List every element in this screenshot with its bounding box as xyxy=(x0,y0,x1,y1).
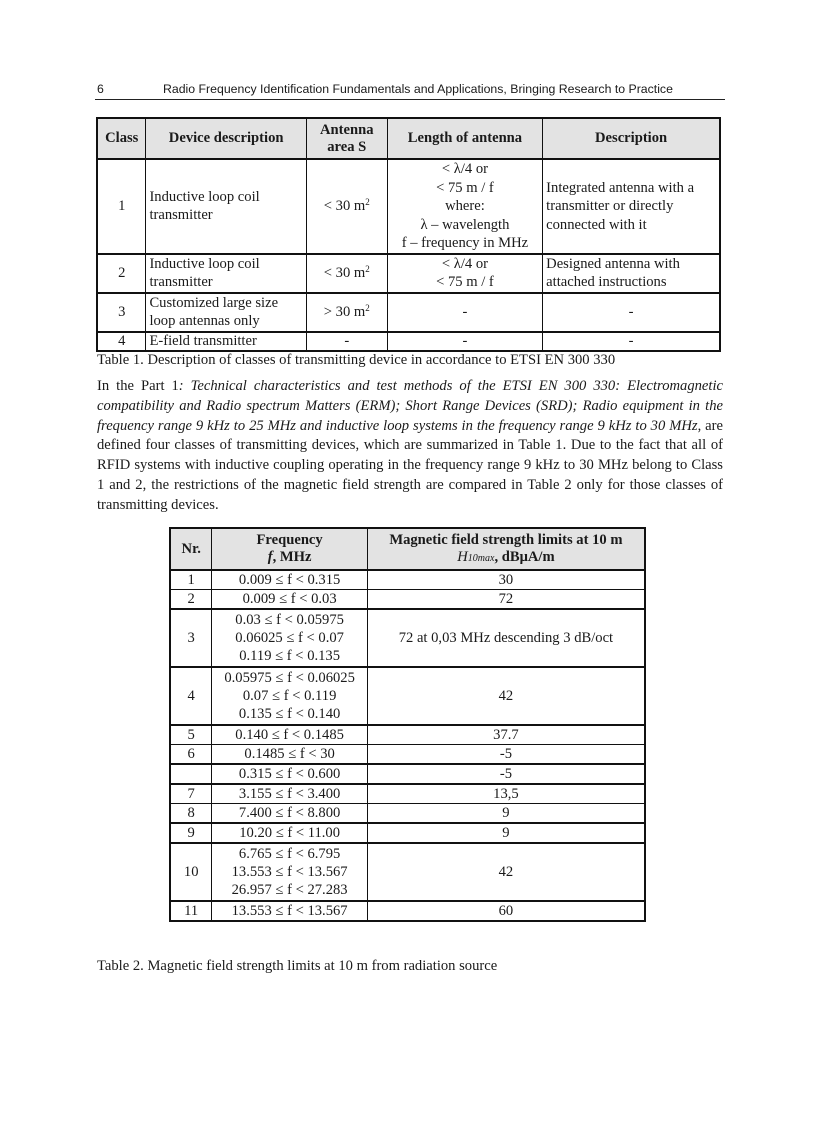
cell-area: < 30 $m^2$ xyxy=(306,159,387,254)
table-row: 3 0.03 ≤ f < 0.05975 0.06025 ≤ f < 0.07 0.119 ≤ f < 0.135 72 at 0,03 MHz descending 3 dB/oct xyxy=(170,609,645,667)
col-header-description: Description xyxy=(543,118,720,159)
table-row: 4 0.05975 ≤ f < 0.06025 0.07 ≤ f < 0.119 0.135 ≤ f < 0.140 42 xyxy=(170,667,645,725)
table-row xyxy=(97,293,720,332)
table-row: 10 6.765 ≤ f < 6.795 13.553 ≤ f < 13.567 26.957 ≤ f < 27.283 42 xyxy=(170,843,645,901)
table-2-header-row xyxy=(170,528,645,570)
cell-length: < λ/4 or < 75 m / f where: λ – wavelength f – frequency in MHz xyxy=(387,159,542,254)
cell-area: < 30 $m^2$ xyxy=(306,254,387,293)
cell-class: 4 xyxy=(97,332,146,351)
table-row xyxy=(97,159,720,254)
cell-length: - xyxy=(387,293,542,332)
table-row: 8 7.400 ≤ f < 8.800 9 xyxy=(170,804,645,824)
cell-description: - xyxy=(543,332,720,351)
table-row: 11 13.553 ≤ f < 13.567 60 xyxy=(170,901,645,921)
table-2-magnetic-field-limits xyxy=(169,527,646,922)
cell-description: Integrated antenna with a transmitter or directly connected with it xyxy=(543,159,720,254)
cell-length: < λ/4 or < 75 m / f xyxy=(387,254,542,293)
col-header-frequency: Frequency f, MHz xyxy=(212,528,367,570)
cell-description: Designed antenna with attached instructions xyxy=(543,254,720,293)
table-row: 2 0.009 ≤ f < 0.03 72 xyxy=(170,590,645,610)
table-row: 9 10.20 ≤ f < 11.00 9 xyxy=(170,823,645,843)
table-row: 0.315 ≤ f < 0.600 -5 xyxy=(170,764,645,784)
cell-area: > 30 $m^2$ xyxy=(306,293,387,332)
table-row: 5 0.140 ≤ f < 0.1485 37.7 xyxy=(170,725,645,745)
cell-device: Customized large size loop antennas only xyxy=(146,293,306,332)
col-header-length-of-antenna: Length of antenna xyxy=(387,118,542,159)
running-title: Radio Frequency Identification Fundamentals and Applications, Bringing Research to Practice xyxy=(163,82,673,96)
table-1-header-row xyxy=(97,118,720,159)
col-header-antenna-area: Antenna area S xyxy=(306,118,387,159)
page-number: 6 xyxy=(97,82,104,96)
running-header xyxy=(95,81,725,100)
table-row xyxy=(97,332,720,351)
table-row: 1 0.009 ≤ f < 0.315 30 xyxy=(170,570,645,590)
cell-device: Inductive loop coil transmitter xyxy=(146,159,306,254)
cell-description: - xyxy=(543,293,720,332)
col-header-field-strength: Magnetic field strength limits at 10 m H10max, dBμA/m xyxy=(367,528,645,570)
cell-class: 3 xyxy=(97,293,146,332)
col-header-class: Class xyxy=(97,118,146,159)
table-row: 7 3.155 ≤ f < 3.400 13,5 xyxy=(170,784,645,804)
table-row xyxy=(97,254,720,293)
table-2-caption: Table 2. Magnetic field strength limits at 10 m from radiation source xyxy=(97,958,498,974)
table-1-device-classes xyxy=(96,117,721,352)
cell-length: - xyxy=(387,332,542,351)
table-1-caption: Table 1. Description of classes of transmitting device in accordance to ETSI EN 300 330 xyxy=(97,352,616,368)
cell-class: 1 xyxy=(97,159,146,254)
cell-area: - xyxy=(306,332,387,351)
cell-device: Inductive loop coil transmitter xyxy=(146,254,306,293)
col-header-device-description: Device description xyxy=(146,118,306,159)
cell-class: 2 xyxy=(97,254,146,293)
body-paragraph: In the Part 1: Technical characteristics and test methods of the ETSI EN 300 330: Electromagnetic compatibility and Radio spectrum Matters (ERM); Short Range Devices (SRD); Radio equipment in the frequency range 9 kHz to 25 MHz and inductive loop systems in the frequency range 9 kHz to 30 MHz, are defined four classes of transmitting devices, which are summarized in Table 1. Due to the fact that all of RFID systems with inductive coupling operating in the frequency range 9 kHz to 30 MHz belong to Class 1 and 2, the restrictions of the magnetic field strength are compared in Table 2 only for those classes of transmitting devices. xyxy=(97,378,723,513)
col-header-nr: Nr. xyxy=(170,528,212,570)
cell-device: E-field transmitter xyxy=(146,332,306,351)
table-row: 6 0.1485 ≤ f < 30 -5 xyxy=(170,745,645,765)
